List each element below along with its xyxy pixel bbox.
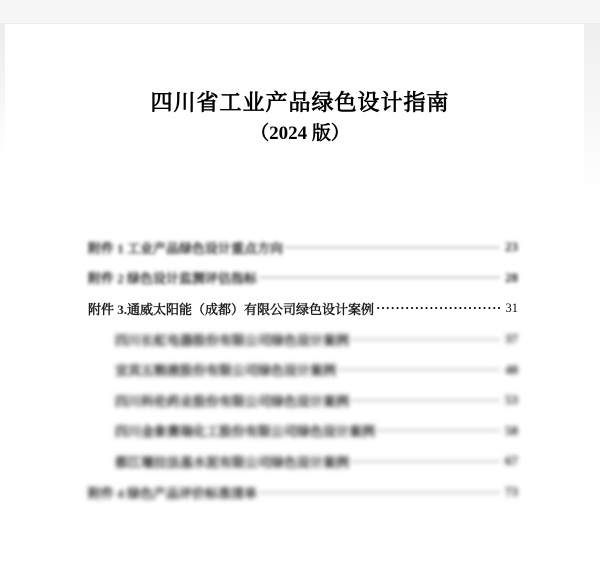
toc-entry-attachment-4[interactable]: [0, 477, 600, 508]
toc-entry-attachment-3[interactable]: [0, 293, 600, 324]
toc-dot-leader: [351, 400, 500, 401]
toc-entry-page: 48: [505, 361, 518, 377]
toc-entry-page: 73: [505, 484, 518, 500]
toc-entry-page: 28: [505, 269, 518, 285]
toc-entry-page: 53: [505, 392, 518, 408]
toc-entry-page: 67: [505, 453, 518, 469]
toc-entry-label: 宜宾五粮液股份有限公司绿色设计案例: [115, 363, 337, 379]
toc-entry-page: 58: [505, 422, 518, 438]
toc-entry-case-2[interactable]: [0, 354, 600, 385]
toc-dot-leader: [259, 492, 500, 493]
table-of-contents: [0, 232, 600, 507]
toc-entry-label: 四川金象赛瑞化工股份有限公司绿色设计案例: [115, 424, 376, 440]
document-subtitle: （2024 版）: [250, 123, 350, 144]
toc-entry-page: 23: [505, 239, 518, 255]
page-top-shadow: [0, 0, 600, 24]
toc-dot-leader: [376, 299, 500, 317]
document-title: 四川省工业产品绿色设计指南: [150, 90, 450, 115]
toc-dot-leader: [351, 339, 500, 340]
toc-entry-label: 附件 4 绿色产品评价标准清单: [88, 485, 258, 501]
toc-dot-leader: [377, 430, 500, 431]
toc-entry-label: 附件 1 工业产品绿色设计重点方向: [88, 240, 284, 256]
toc-dot-leader: [285, 247, 500, 248]
toc-entry-attachment-2[interactable]: [0, 263, 600, 294]
toc-entry-label: 四川长虹电器股份有限公司绿色设计案例: [115, 332, 350, 348]
toc-entry-case-3[interactable]: [0, 385, 600, 416]
toc-dot-leader: [259, 277, 500, 278]
toc-entry-label: 附件 2 绿色设计监测评估指标: [88, 271, 258, 287]
toc-entry-label: 四川科伦药业股份有限公司绿色设计案例: [115, 393, 350, 409]
toc-entry-page: 37: [505, 331, 518, 347]
toc-entry-page: 31: [505, 300, 518, 315]
toc-entry-label: 都江堰拉法基水泥有限公司绿色设计案例: [115, 454, 350, 470]
toc-dot-leader: [338, 369, 500, 370]
toc-dot-leader: [351, 461, 500, 462]
toc-entry-case-1[interactable]: [0, 324, 600, 355]
toc-entry-label: 附件 3.通威太阳能（成都）有限公司绿色设计案例: [88, 301, 375, 317]
toc-entry-case-4[interactable]: [0, 416, 600, 447]
toc-entry-attachment-1[interactable]: [0, 232, 600, 263]
toc-entry-case-5[interactable]: [0, 446, 600, 477]
